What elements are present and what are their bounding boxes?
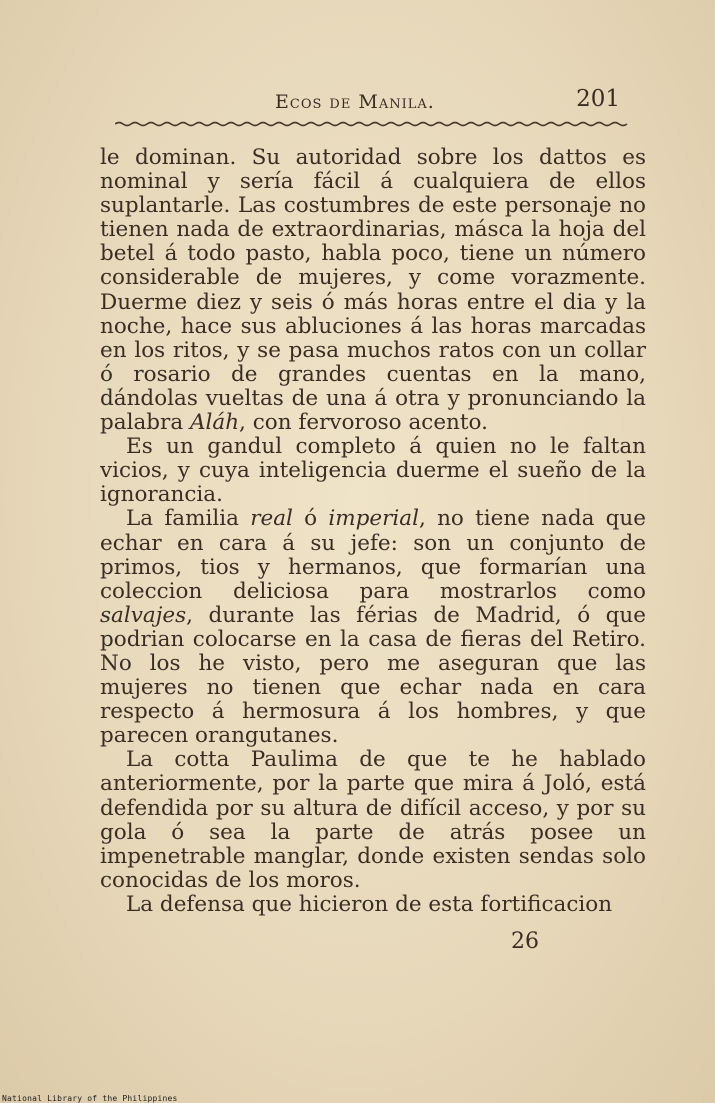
page-number: 201	[576, 86, 620, 112]
paragraph-1-text: le dominan. Su autoridad sobre los dattos es nominal y sería fácil á cualquiera de ellos suplantarle. Las costumbres de este personaje no tienen nada de extraordinarias, másca la hoja del betel á todo pasto, habla poco, tiene un número considerable de mujeres, y come vorazmente. Duerme diez y seis ó más horas entre el dia y la noche, hace sus abluciones á las horas marcadas en los ritos, y se pasa muchos ratos con un collar ó rosario de grandes cuentas en la mano, dándolas vueltas de una á otra y pronunciando la palabra	[100, 145, 646, 436]
paragraph-5: La defensa que hicieron de esta fortificacion	[126, 891, 613, 917]
signature-mark: 26	[511, 929, 539, 954]
paragraph-1-end: , con fervoroso acento.	[239, 410, 488, 436]
paragraph-3	[100, 507, 646, 748]
italic-word-salvajes: salvajes	[100, 602, 187, 628]
paragraph-2: Es un gandul completo á quien no le faltan vicios, y cuya inteligencia duerme el sueño de la ignorancia.	[100, 434, 646, 508]
library-credit: National Library of the Philippines	[2, 1094, 178, 1103]
italic-word-real: real	[250, 506, 293, 532]
paragraph-3-text-c: , no tiene nada que echar en cara á su jefe: son un conjunto de primos, tios y hermanos, que formarían una coleccion deliciosa para mostrarlos como	[100, 506, 647, 604]
italic-word-imperial: imperial	[328, 506, 419, 532]
paragraph-3-text-b: ó	[292, 506, 329, 532]
italic-word-alah: Aláh	[189, 410, 240, 436]
paragraph-1	[100, 146, 646, 435]
running-title: Ecos de Manila.	[275, 91, 435, 113]
body-text	[100, 146, 646, 917]
paragraph-3-text-a: La familia	[126, 506, 251, 532]
paragraph-4: La cotta Paulima de que te he hablado anteriormente, por la parte que mira á Joló, está defendida por su altura de difícil acceso, y por su gola ó sea la parte de atrás posee un impenetrable manglar, donde existen sendas solo conocidas de los moros.	[100, 747, 646, 893]
paragraph-3-text-d: , durante las férias de Madrid, ó que podrian colocarse en la casa de fieras del Retiro. No los he visto, pero me aseguran que las mujeres no tienen que echar nada en cara respecto á hermosura á los hombres, y que parecen orangutanes.	[100, 602, 646, 749]
page-header	[100, 86, 630, 120]
header-rule	[115, 121, 630, 127]
